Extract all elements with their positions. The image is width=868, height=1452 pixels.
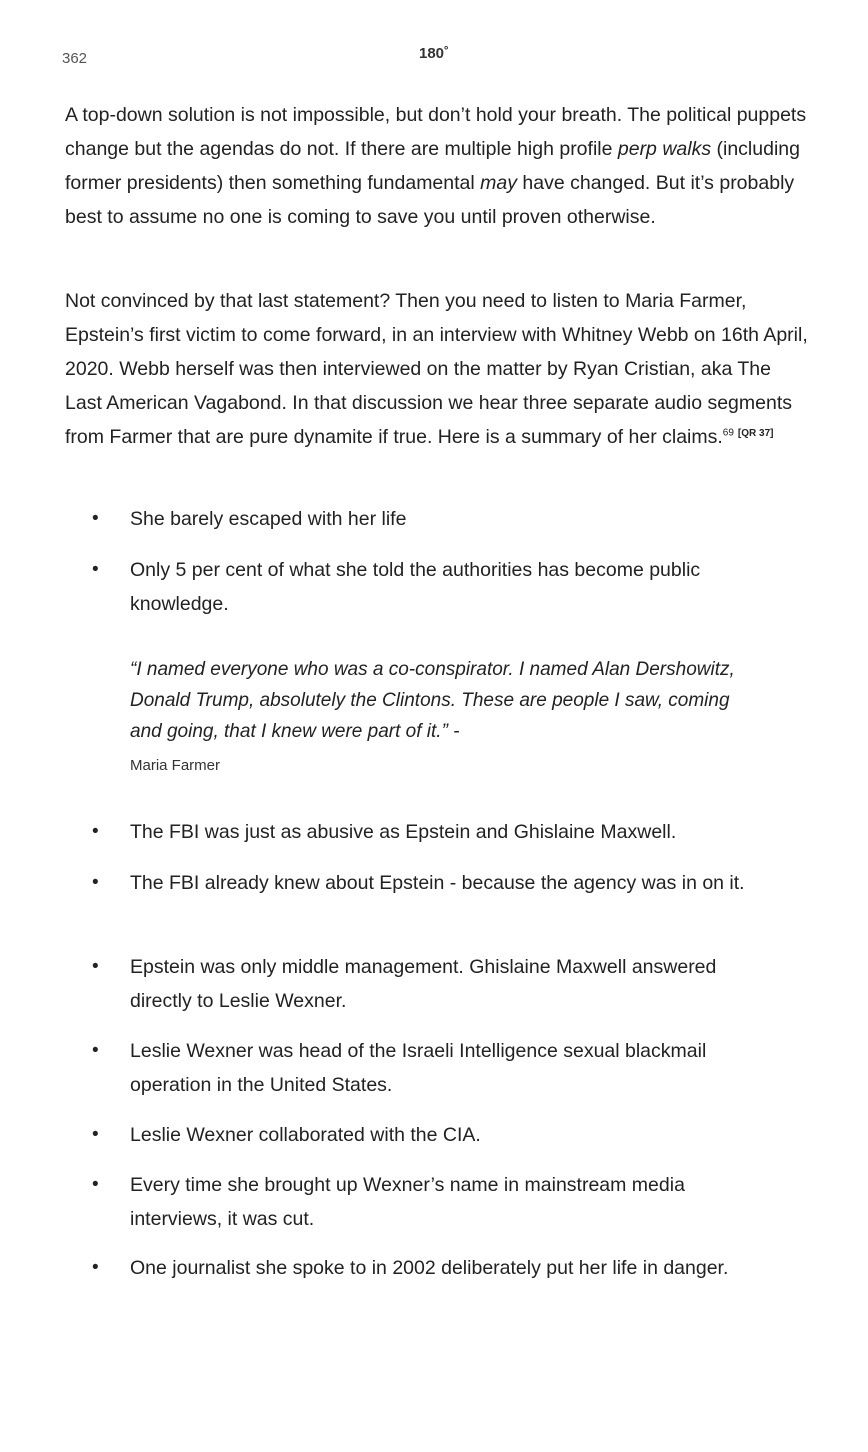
para1-text-2: (including former presidents) then something fundamental (65, 138, 800, 194)
para1-emphasis-perp-walks: perp walks (617, 138, 712, 160)
list-item-text: She barely escaped with her life (130, 508, 407, 530)
list-item-text: Leslie Wexner collaborated with the CIA. (130, 1124, 481, 1146)
footnote-marker: 69 (722, 427, 734, 439)
list-item-text: Leslie Wexner was head of the Israeli Intelligence sexual blackmail operation in the United States. (130, 1040, 707, 1096)
list-item-text: Only 5 per cent of what she told the authorities has become public knowledge. (130, 559, 701, 615)
list-item-text: The FBI already knew about Epstein - because the agency was in on it. (130, 872, 745, 894)
paragraph-maria-farmer (65, 284, 810, 454)
list-item-text: Epstein was only middle management. Ghislaine Maxwell answered directly to Leslie Wexner. (130, 956, 717, 1012)
qr-reference: [QR 37] (737, 427, 774, 439)
bullet-icon: • (92, 872, 99, 893)
bullet-icon: • (92, 508, 99, 529)
list-item-text: Every time she brought up Wexner’s name in mainstream media interviews, it was cut. (130, 1174, 685, 1230)
running-title: 180˚ (418, 45, 450, 62)
bullet-icon: • (92, 1040, 99, 1061)
bullet-icon: • (92, 1257, 99, 1278)
para1-text-1: A top-down solution is not impossible, but don’t hold your breath. The political puppets change but the agendas do not. If there are multiple high profile (65, 104, 807, 160)
quote-text: “I named everyone who was a co-conspirator. I named Alan Dershowitz, Donald Trump, absolutely the Clintons. These are people I saw, coming and going, that I knew were part of it.” (130, 659, 735, 742)
page-number: 362 (62, 50, 88, 67)
quote-dash: - (447, 721, 460, 742)
para2-text: Not convinced by that last statement? Then you need to listen to Maria Farmer, Epstein’s first victim to come forward, in an interview with Whitney Webb on 16th April, 2020. Webb herself was then interviewed on the matter by Ryan Cristian, aka The Last American Vagabond. In that discussion we hear three separate audio segments from Farmer that are pure dynamite if true. Here is a summary of her claims. (65, 290, 808, 448)
bullet-icon: • (92, 956, 99, 977)
list-item-text: One journalist she spoke to in 2002 deliberately put her life in danger. (130, 1257, 729, 1279)
bullet-icon: • (92, 1124, 99, 1145)
list-item-text: The FBI was just as abusive as Epstein and Ghislaine Maxwell. (130, 821, 677, 843)
bullet-icon: • (92, 821, 99, 842)
para1-emphasis-may: may (480, 172, 517, 194)
bullet-icon: • (92, 1174, 99, 1195)
bullet-icon: • (92, 559, 99, 580)
quote-attribution: Maria Farmer (130, 757, 221, 774)
para1-text-3: have changed. But it’s probably best to assume no one is coming to save you until proven otherwise. (65, 172, 795, 228)
block-quote (130, 654, 740, 747)
paragraph-top-down-solution (65, 98, 810, 234)
